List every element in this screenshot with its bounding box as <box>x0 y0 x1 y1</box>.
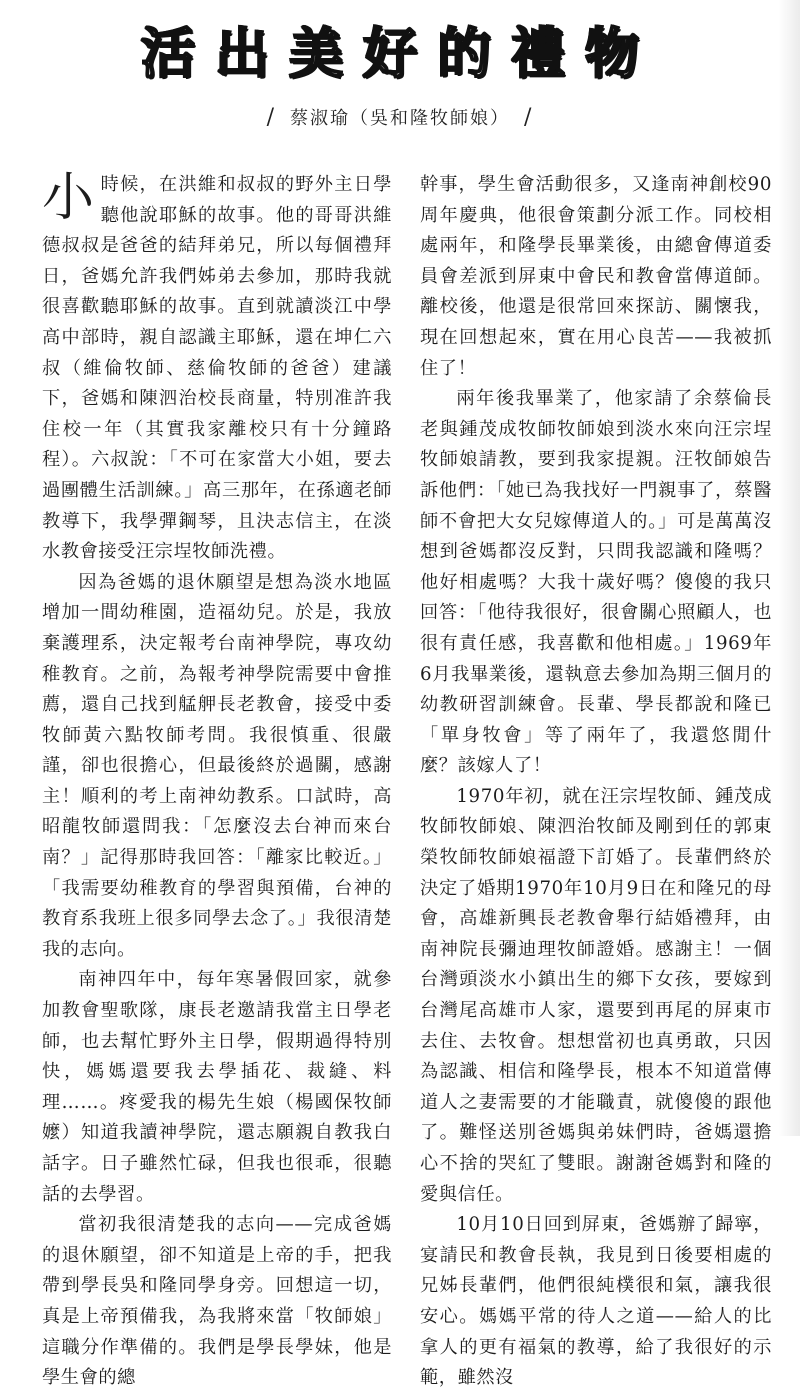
left-column <box>42 170 392 1394</box>
byline-slash-left: / <box>266 105 276 130</box>
page-edge-shadow <box>778 0 800 1136</box>
paragraph-4: 當初我很清楚我的志向——完成爸媽的退休願望，卻不知道是上帝的手，把我帶到學長吳和隆同學身旁。回想這一切，真是上帝預備我，為我將來當「牧師娘」這職分作準備的。我們是學長學妹，他是學生會的總 <box>42 1214 392 1389</box>
paragraph-6: 兩年後我畢業了，他家請了余蔡倫長老與鍾茂成牧師牧師娘到淡水來向汪宗埕牧師娘請教，要到我家提親。汪牧師娘告訴他們：「她已為我找好一門親事了，蔡醫師不會把大女兒嫁傳道人的。」可是萬萬沒想到爸媽都沒反對，只問我認識和隆嗎？他好相處嗎？大我十歲好嗎？傻傻的我只回答：「他待我很好，很會關心照顧人，也很有責任感，我喜歡和他相處。」1969年6月我畢業後，還執意去參加為期三個月的幼教研習訓練會。長輩、學長都說和隆已「單身牧會」等了兩年了，我還悠閒什麼？該嫁人了！ <box>420 388 772 777</box>
paragraph-8: 10月10日回到屏東，爸媽辦了歸寧，宴請民和教會長執，我見到日後要相處的兄姊長輩們，他們很純樸很和氣，讓我很安心。媽媽平常的待人之道——給人的比拿人的更有福氣的教導，給了我很好的示範，雖然沒 <box>420 1214 772 1389</box>
paragraph-7: 1970年初，就在汪宗埕牧師、鍾茂成牧師牧師娘、陳泗治牧師及剛到任的郭東榮牧師牧師娘福證下訂婚了。長輩們終於決定了婚期1970年10月9日在和隆兄的母會，高雄新興長老教會舉行結婚禮拜，由南神院長彌迪理牧師證婚。感謝主！一個台灣頭淡水小鎮出生的鄉下女孩，要嫁到台灣尾高雄市人家，還要到再尾的屏東市去住、去牧會。想想當初也真勇敢，只因為認識、相信和隆學長，根本不知道當傳道人之妻需要的才能職責，就傻傻的跟他了。難怪送別爸媽與弟妹們時，爸媽還擔心不捨的哭紅了雙眼。謝謝爸媽對和隆的愛與信任。 <box>420 785 772 1205</box>
article-byline <box>0 104 800 133</box>
paragraph-1-text: 時候，在洪維和叔叔的野外主日學聽他說耶穌的故事。他的哥哥洪維德叔叔是爸爸的結拜弟兄，所以每個禮拜日，爸媽允許我們姊弟去參加，那時我就很喜歡聽耶穌的故事。直到就讀淡江中學高中部時，親自認識主耶穌，還在坤仁六叔（維倫牧師、慈倫牧師的爸爸）建議下，爸媽和陳泗治校長商量，特別准許我住校一年（其實我家離校只有十分鐘路程）。六叔說：「不可在家當大小姐，要去過團體生活訓練。」高三那年，在孫適老師教導下，我學彈鋼琴，且決志信主，在淡水教會接受汪宗埕牧師洗禮。 <box>42 174 392 563</box>
paragraph-2: 因為爸媽的退休願望是想為淡水地區增加一間幼稚園，造福幼兒。於是，我放棄護理系，決定報考台南神學院，專攻幼稚教育。之前，為報考神學院需要中會推薦，還自己找到艋舺長老教會，接受中委牧師黃六點牧師考問。我很慎重、很嚴謹，卻也很擔心，但最後終於過關，感謝主！順利的考上南神幼教系。口試時，高昭龍牧師還問我：「怎麼沒去台神而來台南？」記得那時我回答：「離家比較近。」「我需要幼稚教育的學習與預備，台神的教育系我班上很多同學去念了。」我很清楚我的志向。 <box>42 571 392 960</box>
drop-cap: 小 <box>42 168 95 228</box>
article-title: 活出美好的禮物 <box>141 21 659 85</box>
byline-slash-right: / <box>524 105 534 130</box>
right-column <box>420 170 772 1394</box>
paragraph-1 <box>42 170 392 568</box>
paragraph-5: 幹事，學生會活動很多，又逢南神創校90周年慶典，他很會策劃分派工作。同校相處兩年，和隆學長畢業後，由總會傳道委員會差派到屏東中會民和教會當傳道師。離校後，他還是很常回來探訪、關懷我，現在回想起來，實在用心良苦——我被抓住了！ <box>420 174 772 379</box>
paragraph-3: 南神四年中，每年寒暑假回家，就參加教會聖歌隊，康長老邀請我當主日學老師，也去幫忙野外主日學，假期過得特別快，媽媽還要我去學插花、裁縫、料理……。疼愛我的楊先生娘（楊國保牧師嬤）知道我讀神學院，還志願親自教我白話字。日子雖然忙碌，但我也很乖，很聽話的去學習。 <box>42 969 392 1205</box>
article-author: 蔡淑瑜（吳和隆牧師娘） <box>290 108 510 129</box>
